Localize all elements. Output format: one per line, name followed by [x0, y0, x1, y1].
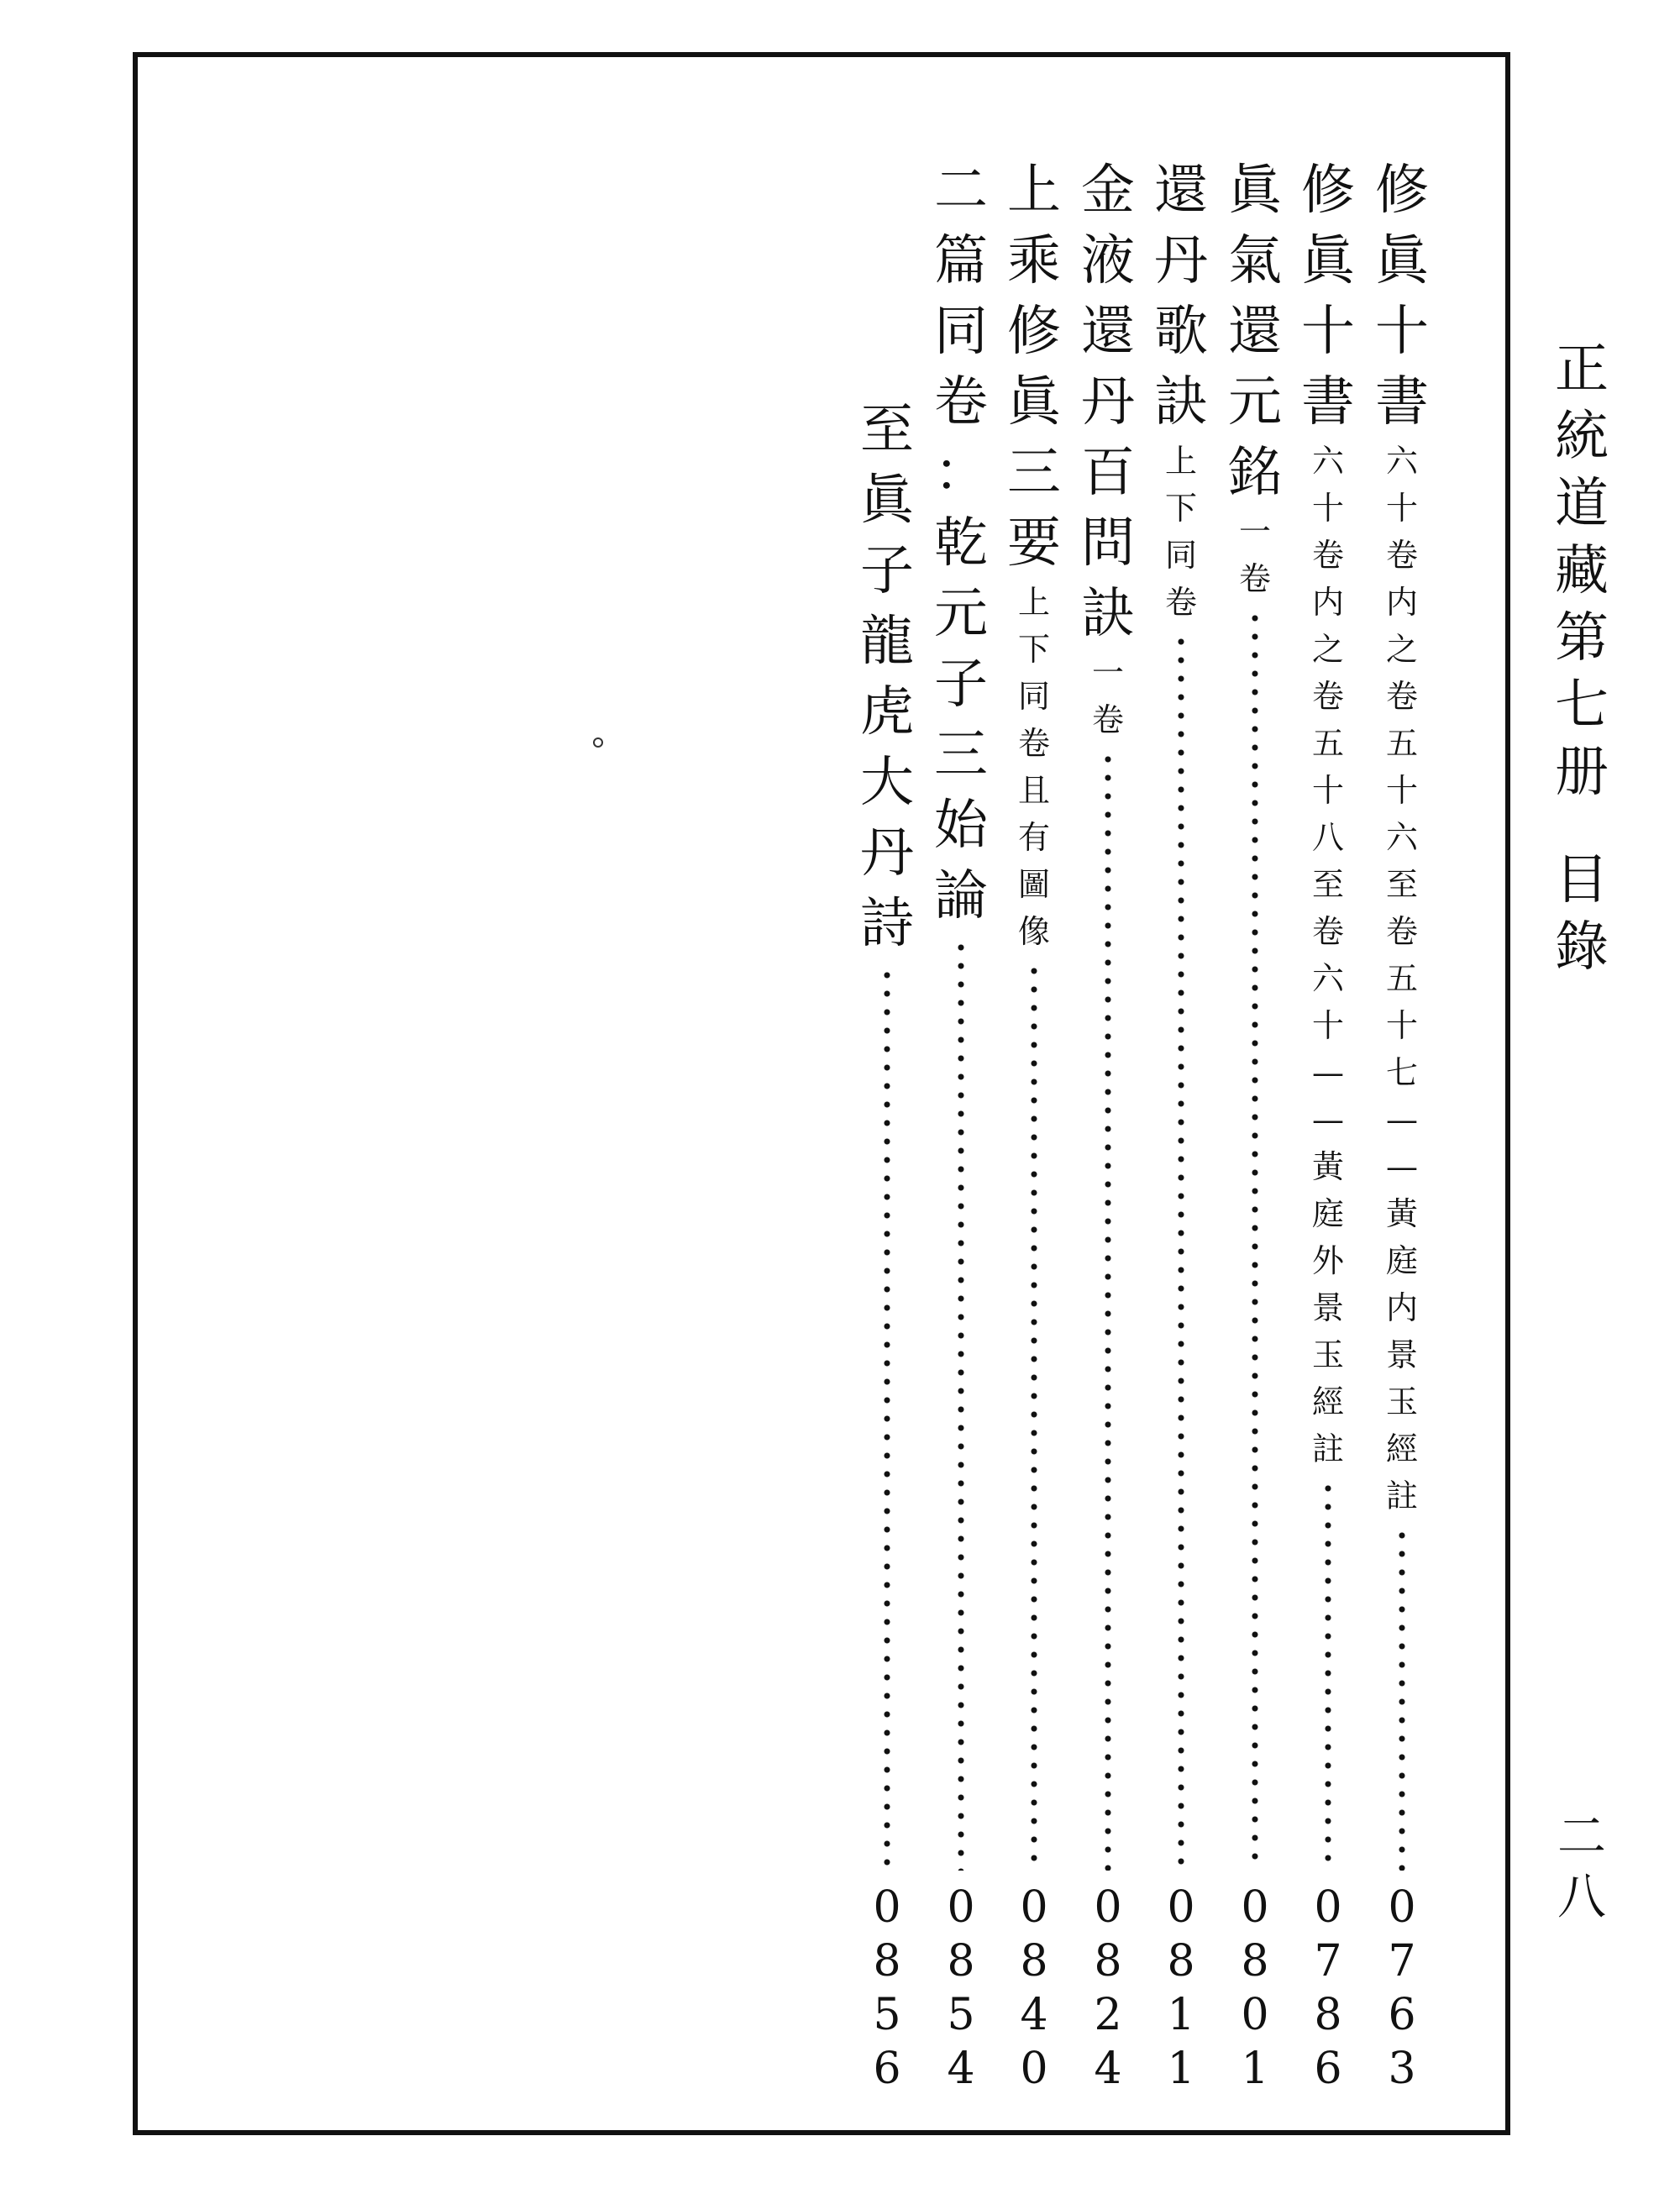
toc-entry[interactable]: [1221, 155, 1289, 2096]
leader-dots: [883, 966, 891, 1871]
volume-title: 正 統 道 藏 第 七 册: [1555, 339, 1609, 804]
leader-dots: [1398, 1526, 1406, 1871]
toc-entry[interactable]: [1000, 155, 1068, 2096]
scan-speck: [593, 737, 603, 748]
entry-note: 上 下 同 卷 且 有 圖 像: [1017, 584, 1050, 950]
entry-title: 還 丹 歌 訣: [1154, 160, 1208, 433]
folio-number: 二 八: [1557, 1808, 1606, 1925]
entry-title: 修 眞 十 書: [1375, 160, 1429, 433]
entry-page: 0 7 6 3: [1388, 1882, 1416, 2094]
entry-page: 0 8 0 1: [1241, 1882, 1269, 2094]
entry-page: 0 8 5 4: [947, 1882, 975, 2094]
entry-note: 六 十 卷 内 之 卷 五 十 六 至 卷 五 十 七 — — 黃 庭 内 景 玉 經 註: [1385, 443, 1418, 1514]
entry-note: 一 卷: [1091, 654, 1124, 738]
toc-entry[interactable]: [853, 395, 921, 2096]
entry-page: 0 8 2 4: [1094, 1882, 1122, 2094]
entry-page: 0 8 1 1: [1167, 1882, 1195, 2094]
leader-dots: [1251, 609, 1259, 1871]
entry-title: 上 乘 修 眞 三 要: [1007, 160, 1061, 575]
toc-entry[interactable]: [927, 155, 995, 2096]
entry-page: 0 7 8 6: [1314, 1882, 1342, 2094]
entry-note: 一 卷: [1238, 513, 1271, 597]
entry-page: 0 8 5 6: [873, 1882, 901, 2094]
entry-title: 金 液 還 丹 百 問 訣: [1081, 160, 1135, 645]
toc-entry[interactable]: [1294, 155, 1362, 2096]
entry-title: 至 眞 子 龍 虎 大 丹 詩: [860, 399, 914, 955]
section-title: 目 錄: [1555, 849, 1609, 979]
leader-dots: [1324, 1479, 1332, 1871]
entry-note: 上 下 同 卷: [1164, 443, 1197, 621]
leader-dots: [1104, 750, 1112, 1871]
toc-entry[interactable]: [1074, 155, 1142, 2096]
entry-title: 眞 氣 還 元 銘: [1228, 160, 1282, 504]
entry-page: 0 8 4 0: [1020, 1882, 1048, 2094]
toc-entry[interactable]: [1147, 155, 1215, 2096]
leader-dots: [957, 938, 965, 1871]
entry-title: 修 眞 十 書: [1301, 160, 1355, 433]
toc-entry[interactable]: [1368, 155, 1436, 2096]
running-header: [1544, 336, 1620, 981]
entry-note: 六 十 卷 内 之 卷 五 十 八 至 卷 六 十 — — 黃 庭 外 景 玉 經 註: [1311, 443, 1344, 1467]
entry-title: 二 篇 同 卷 ： 乾 元 子 三 始 論: [934, 160, 988, 927]
leader-dots: [1177, 632, 1185, 1871]
leader-dots: [1030, 962, 1038, 1871]
